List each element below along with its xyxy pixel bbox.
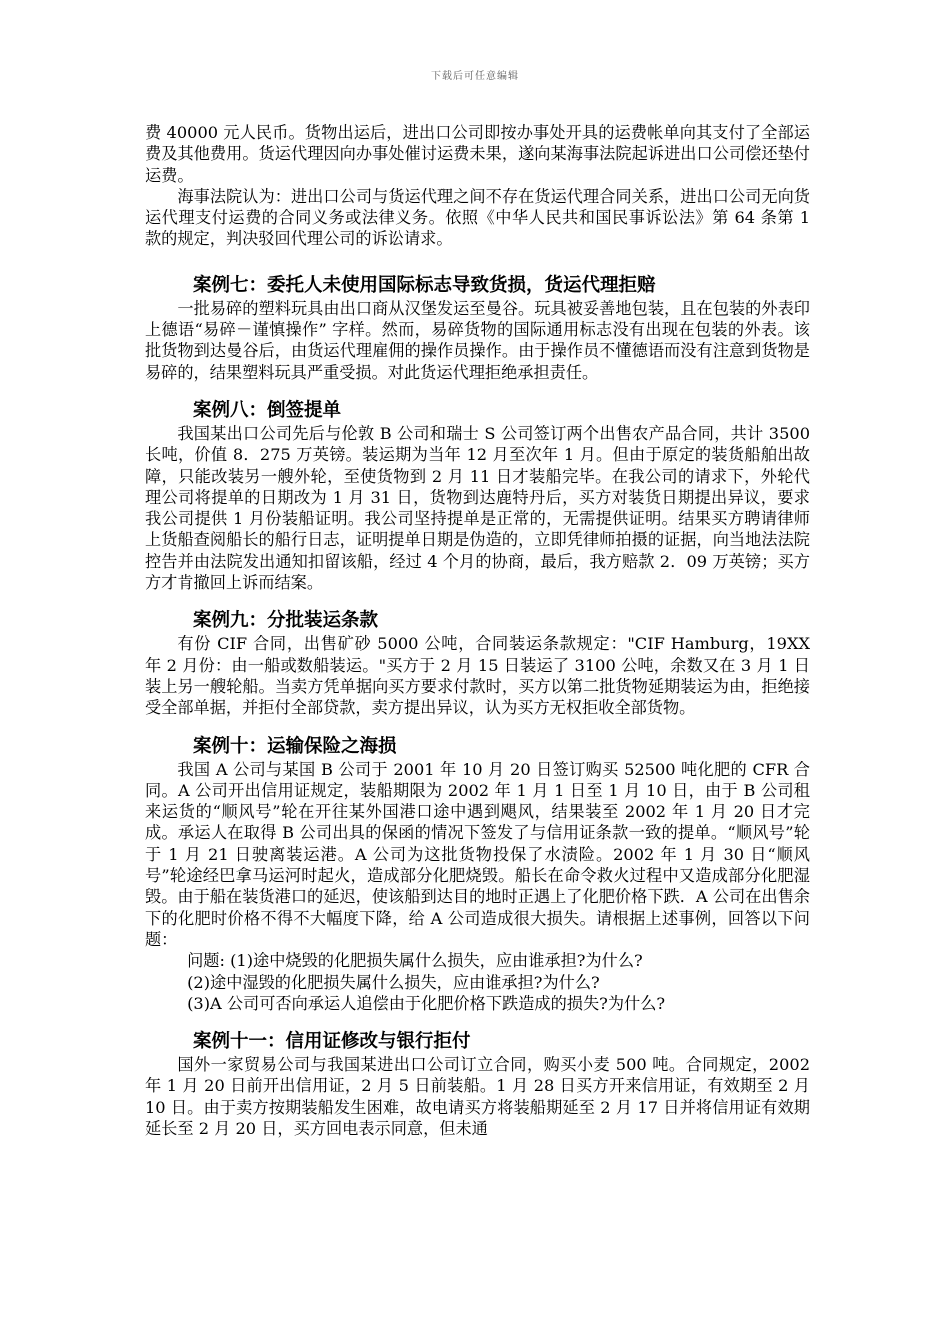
case10-title: 案例十：运输保险之海损 (193, 735, 397, 757)
document-body (145, 122, 810, 1139)
case10-question: (2)途中湿毁的化肥损失属什么损失，应由谁承担?为什么? (187, 972, 600, 992)
case10-question: (3)A 公司可否向承运人追偿由于化肥价格下跌造成的损失?为什么? (187, 993, 666, 1013)
case9-title: 案例九：分批装运条款 (193, 610, 379, 632)
case10-question: 问题: (1)途中烧毁的化肥损失属什么损失，应由谁承担?为什么? (187, 951, 643, 971)
case11-title: 案例十一：信用证修改与银行拒付 (193, 1031, 471, 1053)
case11-paragraph: 国外一家贸易公司与我国某进出口公司订立合同，购买小麦 500 吨。合同规定，2002 年 1 月 20 日前开出信用证，2 月 5 日前装船。1 月 28 日买方开来信用证，有效期至 2 月 10 日。由于卖方按期装船发生困难，故电请买方将装船期延至 2 月 17 日并将信用证有效期延长至 2 月 20 日，买方回电表示同意，但未通 (145, 1055, 810, 1138)
case9-paragraph: 有份 CIF 合同，出售矿砂 5000 公吨，合同装运条款规定："CIF Hamburg，19XX 年 2 月份：由一船或数船装运。"买方于 2 月 15 日装运了 3100 公吨，余数又在 3 月 1 日装上另一艘轮船。当卖方凭单据向买方要求付款时，买方以第二批货物延期装运为由，拒绝接受全部单据，并拒付全部贷款，卖方提出异议，认为买方无权拒收全部货物。 (145, 634, 810, 718)
page-header: 下载后可任意编辑 (431, 71, 519, 82)
case7-title: 案例七：委托人未使用国际标志导致货损，货运代理拒赔 (193, 274, 656, 296)
case8-paragraph: 我国某出口公司先后与伦敦 B 公司和瑞士 S 公司签订两个出售农产品合同，共计 3500 长吨，价值 8．275 万英镑。装运期为当年 12 月至次年 1 月。但由于原定的装货船舶出故障，只能改装另一艘外轮，至使货物到 2 月 11 日才装船完毕。在我公司的请求下，外轮代理公司将提单的日期改为 1 月 31 日，货物到达鹿特丹后，买方对装货日期提出异议，要求我公司提供 1 月份装船证明。我公司坚持提单是正常的，无需提供证明。结果买方聘请律师上货船查阅船长的船行日志，证明提单日期是伪造的，立即凭律师拍摄的证据，向当地法法院控告并由法院发出通知扣留该船，经过 4 个月的协商，最后，我方赔款 2．09 万英镑；买方方才肯撤回上诉而结案。 (145, 423, 810, 593)
case8-title: 案例八：倒签提单 (193, 399, 342, 421)
intro-paragraph: 海事法院认为：进出口公司与货运代理之间不存在货运代理合同关系，进出口公司无向货运代理支付运费的合同义务或法律义务。依照《中华人民共和国民事诉讼法》第 64 条第 1 款的规定，判决驳回代理公司的诉讼请求。 (145, 186, 810, 249)
case7-paragraph: 一批易碎的塑料玩具由出口商从汉堡发运至曼谷。玩具被妥善地包装，且在包装的外表印上德语“易碎－谨慎操作” 字样。然而，易碎货物的国际通用标志没有出现在包装的外表。该批货物到达曼谷后，由货运代理雇佣的操作员操作。由于操作员不懂德语而没有注意到货物是易碎的，结果塑料玩具严重受损。对此货运代理拒绝承担责任。 (145, 298, 810, 382)
intro-paragraph: 费 40000 元人民币。货物出运后，进出口公司即按办事处开具的运费帐单向其支付了全部运费及其他费用。货运代理因向办事处催讨运费未果，遂向某海事法院起诉进出口公司偿还垫付运费。 (145, 123, 810, 185)
case10-paragraph: 我国 A 公司与某国 B 公司于 2001 年 10 月 20 日签订购买 52500 吨化肥的 CFR 合同。A 公司开出信用证规定，装船期限为 2002 年 1 月 1 日至 1 月 10 日，由于 B 公司租来运货的“顺风号”轮在开往某外国港口途中遇到飓风，结果装至 2002 年 1 月 20 日才完成。承运人在取得 B 公司出具的保函的情况下签发了与信用证条款一致的提单。“顺风号”轮于 1 月 21 日驶离装运港。A 公司为这批货物投保了水渍险。2002 年 1 月 30 日“顺风号”轮途经巴拿马运河时起火，造成部分化肥烧毁。船长在命令救火过程中又造成部分化肥湿毁。由于船在装货港口的延迟，使该船到达目的地时正遇上了化肥价格下跌．A 公司在出售余下的化肥时价格不得不大幅度下降，给 A 公司造成很大损失。请根据上述事例，回答以下问题： (145, 759, 810, 949)
